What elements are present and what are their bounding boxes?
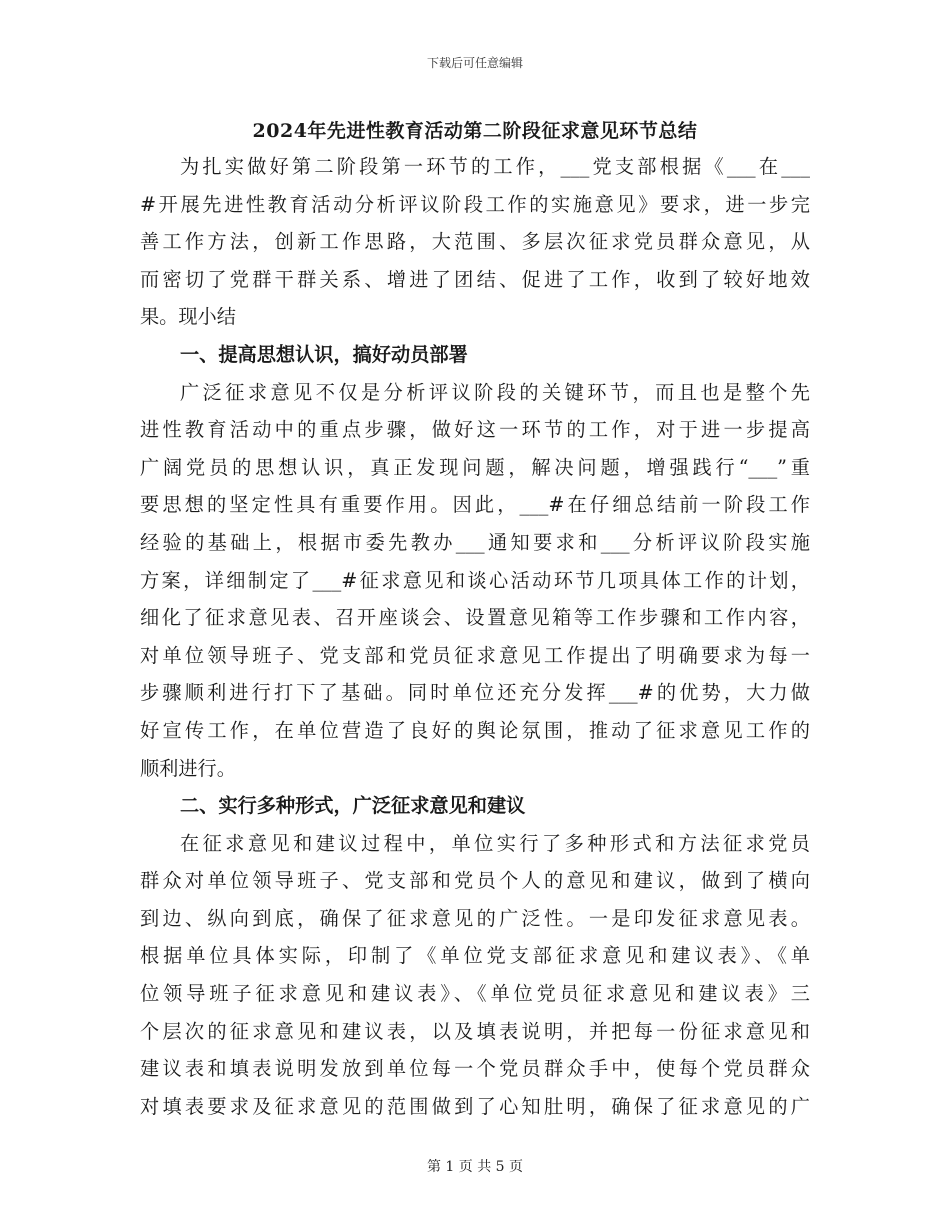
section-heading: 二、实行多种形式，广泛征求意见和建议 xyxy=(180,794,526,818)
body-text-line: 对填表要求及征求意见的范围做到了心知肚明，确保了征求意见的广 xyxy=(140,1094,810,1118)
body-text-line: 顺利进行。 xyxy=(140,756,236,780)
page-number-footer: 第 1 页 共 5 页 xyxy=(426,1159,524,1175)
body-text-line: 果。现小结 xyxy=(140,305,236,329)
body-text-line: 为扎实做好第二阶段第一环节的工作，___党支部根据《___在___ xyxy=(180,155,810,178)
body-text-line: 细化了征求意见表、召开座谈会、设置意见箱等工作步骤和工作内容， xyxy=(140,606,810,630)
body-text-line: #开展先进性教育活动分析评议阶段工作的实施意见》要求，进一步完 xyxy=(140,192,810,216)
body-text-line: 要思想的坚定性具有重要作用。因此，___#在仔细总结前一阶段工作 xyxy=(140,493,810,517)
body-text-line: 根据单位具体实际，印制了《单位党支部征求意见和建议表》、《单 xyxy=(140,944,810,968)
body-text-line: 个层次的征求意见和建议表，以及填表说明，并把每一份征求意见和 xyxy=(140,1019,810,1043)
body-text-line: 经验的基础上，根据市委先教办___通知要求和___分析评议阶段实施 xyxy=(140,530,810,554)
document-title: 2024年先进性教育活动第二阶段征求意见环节总结 xyxy=(252,120,698,142)
body-text-line: 进性教育活动中的重点步骤，做好这一环节的工作，对于进一步提高 xyxy=(140,418,810,442)
body-text-line: 在征求意见和建议过程中，单位实行了多种形式和方法征求党员 xyxy=(180,831,810,855)
body-text-line: 到边、纵向到底，确保了征求意见的广泛性。一是印发征求意见表。 xyxy=(140,906,810,930)
body-text-line: 建议表和填表说明发放到单位每一个党员群众手中，使每个党员群众 xyxy=(140,1057,810,1081)
document-body xyxy=(140,148,810,1125)
body-text-line: 步骤顺利进行打下了基础。同时单位还充分发挥___#的优势，大力做 xyxy=(140,681,810,705)
body-text-line: 位领导班子征求意见和建议表》、《单位党员征求意见和建议表》三 xyxy=(140,982,810,1006)
section-heading: 一、提高思想认识，搞好动员部署 xyxy=(180,342,468,366)
body-text-line: 广阔党员的思想认识，真正发现问题，解决问题，增强践行“___”重 xyxy=(140,455,810,479)
body-text-line: 好宣传工作，在单位营造了良好的舆论氛围，推动了征求意见工作的 xyxy=(140,718,810,742)
body-text-line: 群众对单位领导班子、党支部和党员个人的意见和建议，做到了横向 xyxy=(140,869,810,893)
body-text-line: 广泛征求意见不仅是分析评议阶段的关键环节，而且也是整个先 xyxy=(180,380,810,404)
body-text-line: 方案，详细制定了___#征求意见和谈心活动环节几项具体工作的计划， xyxy=(140,568,810,592)
page-header-note: 下载后可任意编辑 xyxy=(426,56,523,70)
body-text-line: 对单位领导班子、党支部和党员征求意见工作提出了明确要求为每一 xyxy=(140,643,810,667)
body-text-line: 而密切了党群干群关系、增进了团结、促进了工作，收到了较好地效 xyxy=(140,267,810,291)
body-text-line: 善工作方法，创新工作思路，大范围、多层次征求党员群众意见，从 xyxy=(140,230,810,254)
